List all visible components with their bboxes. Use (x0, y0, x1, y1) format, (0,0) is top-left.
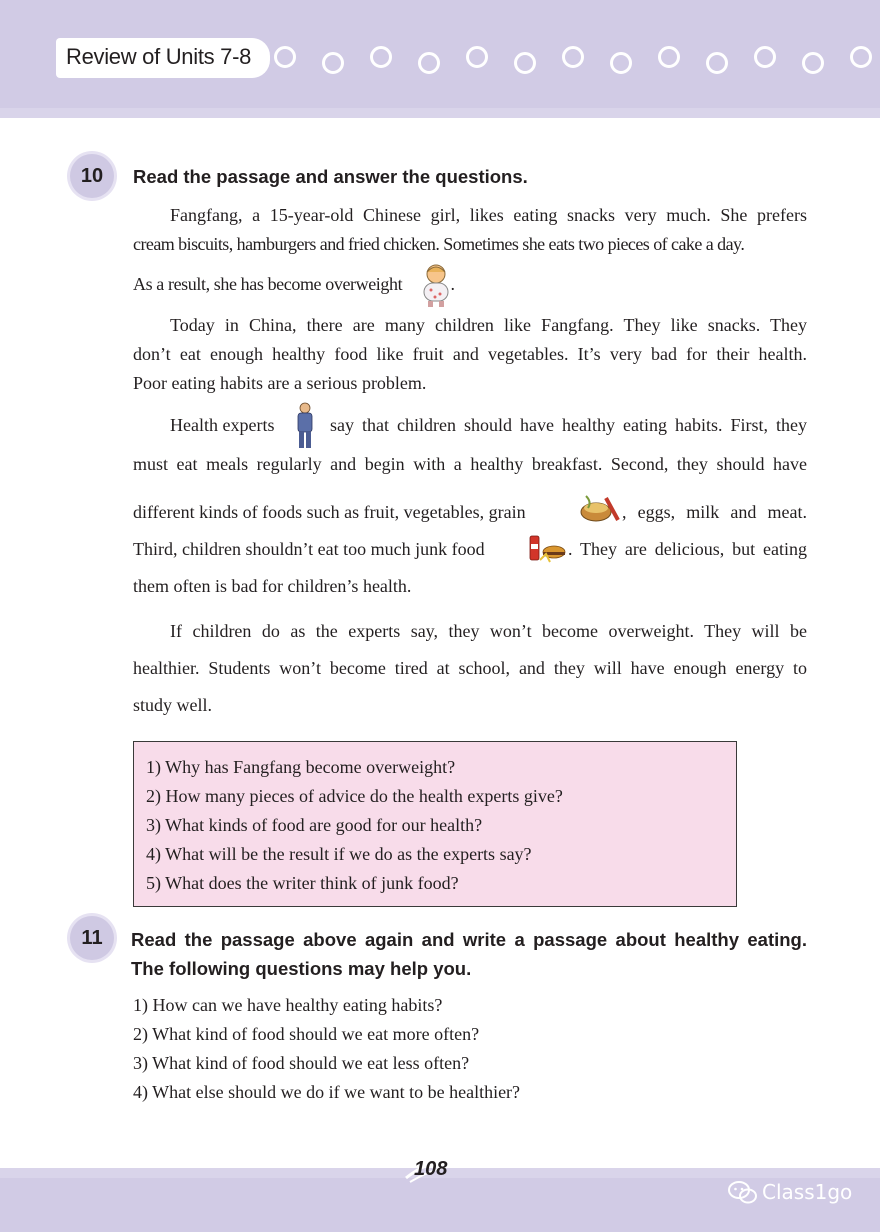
passage-text: different kinds of foods such as fruit, vegetables, grain (133, 502, 526, 522)
passage-line: don’t eat enough healthy food like fruit and vegetables. It’s very bad for their health. (133, 344, 807, 364)
passage-text: say that children should have healthy eating habits. First, they (330, 415, 807, 435)
question-item: 5) What does the writer think of junk food? (146, 873, 459, 893)
passage-line: Today in China, there are many children like Fangfang. They like snacks. They (170, 315, 807, 335)
unit-title: Review of Units 7-8 (66, 44, 252, 69)
ring-decoration (658, 46, 680, 68)
passage-line: must eat meals regularly and begin with a healthy breakfast. Second, they should have (133, 454, 807, 474)
passage-text: , eggs, milk and meat. (622, 502, 807, 522)
section-10-instruction: Read the passage and answer the questions. (133, 166, 528, 187)
passage-line: study well. (133, 695, 212, 715)
question-item: 4) What else should we do if we want to be healthier? (133, 1082, 521, 1102)
question-item: 1) Why has Fangfang become overweight? (146, 757, 456, 777)
passage-text: As a result, she has become overweight (133, 274, 403, 294)
section-badge-10: 10 (70, 154, 114, 198)
grain-illustration (578, 490, 622, 530)
question-item: 1) How can we have healthy eating habits? (133, 995, 443, 1015)
passage-text: Health experts (170, 415, 275, 435)
question-item: 2) What kind of food should we eat more often? (133, 1024, 480, 1044)
ring-decoration (802, 52, 824, 74)
question-item: 4) What will be the result if we do as the experts say? (146, 844, 532, 864)
watermark-text: Class1go (762, 1180, 853, 1204)
ring-decoration (418, 52, 440, 74)
question-item: 2) How many pieces of advice do the health experts give? (146, 786, 563, 806)
ring-decoration (706, 52, 728, 74)
passage-line: healthier. Students won’t become tired at school, and they will have enough energy to (133, 658, 807, 678)
section-badge-11: 11 (70, 916, 114, 960)
overweight-girl-illustration (418, 264, 454, 308)
passage-line (133, 274, 807, 295)
health-expert-illustration (292, 402, 318, 450)
junk-food-illustration (526, 532, 568, 566)
section-11-instruction: The following questions may help you. (131, 958, 472, 979)
passage-text: . They are delicious, but eating (568, 539, 807, 559)
ring-decoration (274, 46, 296, 68)
passage-line: cream biscuits, hamburgers and fried chicken. Sometimes she eats two pieces of cake a day. (133, 234, 745, 254)
ring-decoration (514, 52, 536, 74)
passage-line: If children do as the experts say, they won’t become overweight. They will be (170, 621, 807, 641)
passage-line: Poor eating habits are a serious problem. (133, 373, 427, 393)
ring-decoration (370, 46, 392, 68)
passage-line: Fangfang, a 15-year-old Chinese girl, likes eating snacks very much. She prefers (170, 205, 807, 225)
ring-decoration (322, 52, 344, 74)
ring-decoration (466, 46, 488, 68)
ring-decoration (610, 52, 632, 74)
question-item: 3) What kinds of food are good for our health? (146, 815, 483, 835)
question-item: 3) What kind of food should we eat less often? (133, 1053, 470, 1073)
page-number: 108 (414, 1158, 448, 1180)
passage-line: them often is bad for children’s health. (133, 576, 412, 596)
ring-decoration (754, 46, 776, 68)
ring-decoration (562, 46, 584, 68)
section-11-instruction: Read the passage above again and write a passage about healthy eating. (131, 929, 807, 950)
passage-text: Third, children shouldn’t eat too much junk food (133, 539, 485, 559)
passage-text: . (450, 274, 455, 294)
ring-decoration (850, 46, 872, 68)
wechat-icon (728, 1180, 758, 1206)
